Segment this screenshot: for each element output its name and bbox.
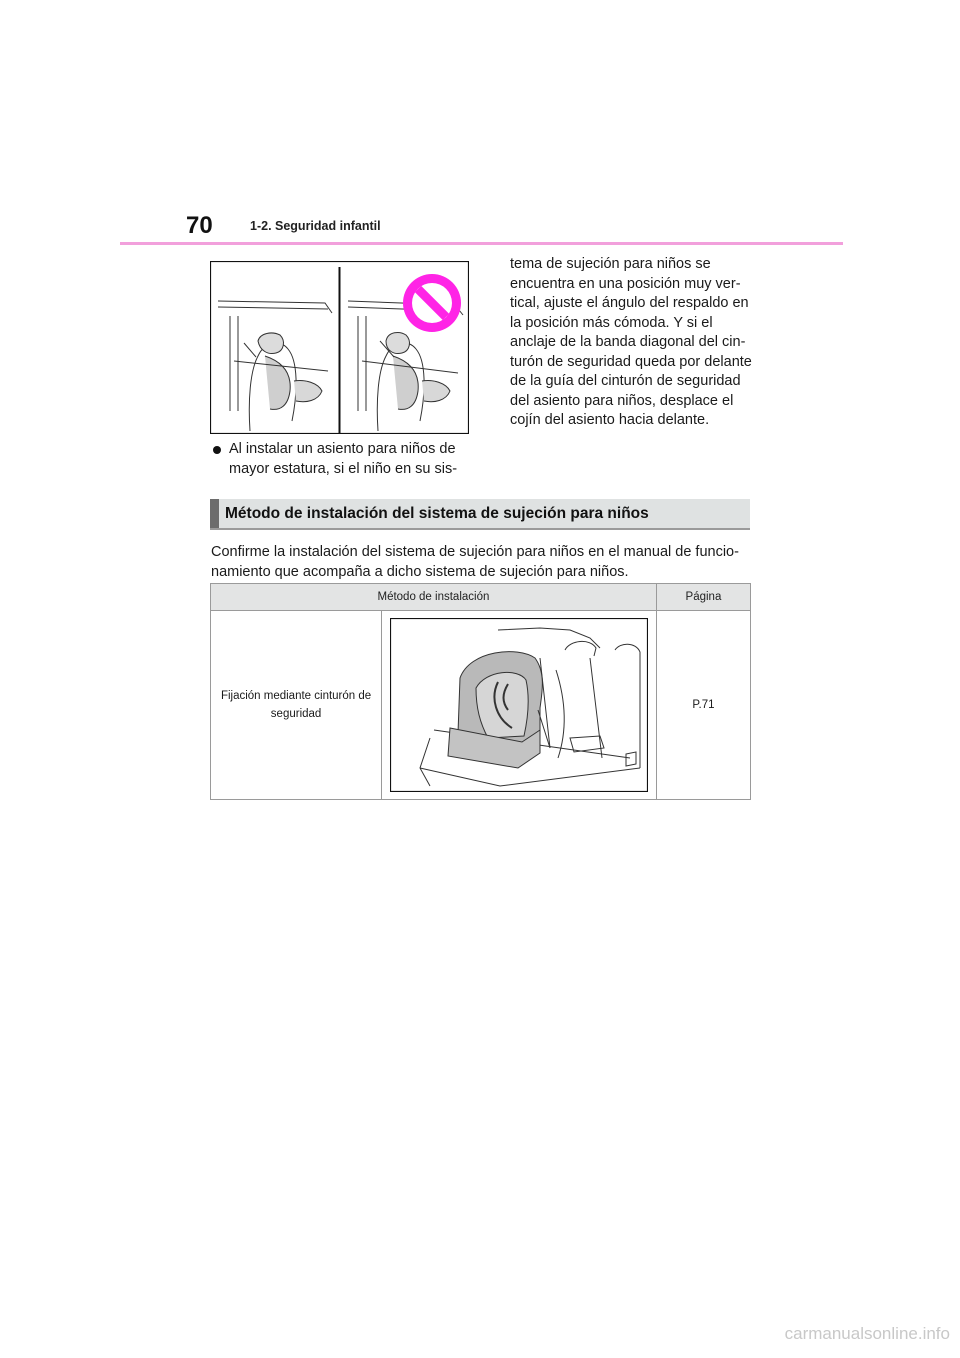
child-seat-illustration	[390, 618, 648, 792]
section-intro: Confirme la instalación del sistema de sujeción para niños en el manual de funcio-namiento que acompaña a dicho sistema de sujeción para niños.	[211, 544, 739, 580]
section-heading-bar	[210, 499, 750, 530]
section-heading: Método de instalación del sistema de sujeción para niños	[225, 505, 649, 522]
booster-seat-figure	[210, 261, 469, 434]
header-method: Método de instalación	[211, 584, 657, 611]
watermark: carmanualsonline.info	[784, 1324, 950, 1343]
continued-paragraph: tema de sujeción para niños se encuentra en una posición muy ver-tical, ajuste el ángulo del respaldo en la posición más cómoda. Y si el anclaje de la banda diagonal del cin-turón de seguridad queda por delante de la guía del cinturón de seguridad del asiento para niños, desplace el cojín del asiento hacia delante.	[510, 256, 752, 428]
header-rule	[120, 242, 843, 245]
header-page: Página	[656, 584, 750, 611]
method-illustration-cell	[382, 611, 657, 800]
section-header: 1-2. Seguridad infantil	[250, 219, 381, 233]
page-reference: P.71	[656, 611, 750, 800]
page-number: 70	[186, 212, 213, 239]
bullet-dot-icon	[213, 446, 221, 454]
prohibited-icon	[403, 274, 461, 332]
section-heading-tab	[210, 499, 219, 528]
method-cell: Fijación mediante cinturón de seguridad	[211, 611, 382, 800]
installation-method-table	[210, 583, 751, 800]
bullet-text: Al instalar un asiento para niños de mayor estatura, si el niño en su sis-	[229, 441, 458, 477]
bullet-item	[213, 440, 473, 479]
table-row	[211, 611, 751, 800]
